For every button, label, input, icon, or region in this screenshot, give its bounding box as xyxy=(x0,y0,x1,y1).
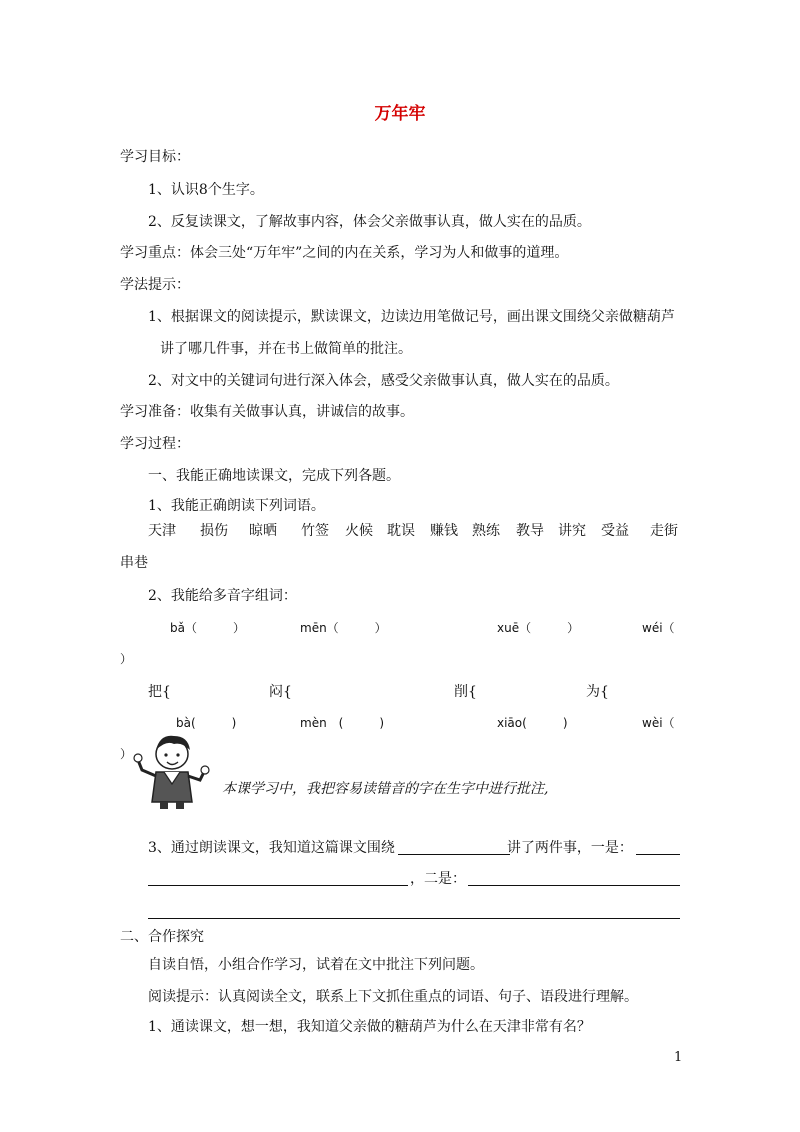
answer-blank-topic[interactable] xyxy=(398,854,510,855)
focus-line: 学习重点：体会三处“万年牢”之间的内在关系，学习为人和做事的道理。 xyxy=(120,245,569,261)
pinyin-xue1: xuē（ ） xyxy=(497,621,580,635)
poly-char-men: 闷{ xyxy=(269,684,292,700)
poly-char-ba: 把{ xyxy=(148,684,171,700)
tip-1-line-2: 讲了哪几件事，并在书上做简单的批注。 xyxy=(160,341,412,357)
question-1: 1、我能正确朗读下列词语。 xyxy=(148,498,325,514)
tip-1-line-1: 1、根据课文的阅读提示，默读课文，边读边用笔做记号，画出课文围绕父亲做糖葫芦 xyxy=(148,309,675,325)
page-title: 万年牢 xyxy=(374,104,426,124)
vocab-word: 受益 xyxy=(601,523,629,539)
goal-1: 1、认识8个生字。 xyxy=(148,182,264,198)
pinyin-wrap-top: ） xyxy=(120,652,133,666)
q3-second-label: ，二是： xyxy=(410,871,466,887)
goals-heading: 学习目标： xyxy=(120,149,190,165)
vocab-word: 竹签 xyxy=(301,523,329,539)
page-number: 1 xyxy=(674,1050,683,1065)
question-3: 3、通过朗读课文，我知道这篇课文围绕 讲了两件事，一是： xyxy=(148,840,633,856)
vocab-word: 火候 xyxy=(345,523,373,539)
pinyin-xiao1: xiāo( ) xyxy=(497,716,568,730)
pinyin-wei4: wèi（ xyxy=(642,716,675,730)
vocab-word: 教导 xyxy=(516,523,544,539)
answer-blank-first[interactable] xyxy=(636,854,680,855)
pinyin-ba3: bǎ（ ） xyxy=(170,621,245,635)
vocab-word: 晾晒 xyxy=(249,523,277,539)
part-2-question-1: 1、通读课文，想一想，我知道父亲做的糖葫芦为什么在天津非常有名？ xyxy=(148,1019,591,1035)
vocab-word: 熟练 xyxy=(472,523,500,539)
pinyin-men1: mēn（ ） xyxy=(300,621,387,635)
tip-2: 2、对文中的关键词句进行深入体会，感受父亲做事认真，做人实在的品质。 xyxy=(148,373,619,389)
vocab-word: 损伤 xyxy=(200,523,228,539)
vocab-word: 耽误 xyxy=(387,523,415,539)
process-heading: 学习过程： xyxy=(120,436,190,452)
answer-blank-second-cont[interactable] xyxy=(148,918,680,919)
poly-char-xue: 削{ xyxy=(454,684,477,700)
vocab-row xyxy=(0,521,800,541)
tips-heading: 学法提示： xyxy=(120,277,190,293)
pinyin-wei2: wéi（ xyxy=(642,621,675,635)
part-2-tip: 阅读提示：认真阅读全文，联系上下文抓住重点的词语、句子、语段进行理解。 xyxy=(148,989,638,1005)
question-2: 2、我能给多音字组词： xyxy=(148,588,297,604)
answer-blank-first-cont[interactable] xyxy=(148,885,408,886)
annotation-note: 本课学习中，我把容易读错音的字在生字中进行批注, xyxy=(222,781,549,797)
part-2-intro: 自读自悟，小组合作学习，试着在文中批注下列问题。 xyxy=(148,957,484,973)
vocab-word: 讲究 xyxy=(558,523,586,539)
vocab-word: 赚钱 xyxy=(430,523,458,539)
pinyin-men4: mèn ( ) xyxy=(300,716,385,730)
answer-blank-second[interactable] xyxy=(468,885,680,886)
vocab-word: 天津 xyxy=(148,523,176,539)
poly-char-wei: 为{ xyxy=(586,684,609,700)
pinyin-ba4: bà( ) xyxy=(176,716,237,730)
part-2-heading: 二、合作探究 xyxy=(120,929,204,945)
boy-illustration xyxy=(130,730,214,810)
prep-line: 学习准备：收集有关做事认真，讲诚信的故事。 xyxy=(120,404,414,420)
pinyin-wrap-bottom: ） xyxy=(120,747,133,761)
vocab-word: 走街 xyxy=(650,523,678,539)
part-1-heading: 一、我能正确地读课文，完成下列各题。 xyxy=(148,468,400,484)
vocab-wrap: 串巷 xyxy=(120,555,148,571)
goal-2: 2、反复读课文，了解故事内容，体会父亲做事认真，做人实在的品质。 xyxy=(148,214,591,230)
